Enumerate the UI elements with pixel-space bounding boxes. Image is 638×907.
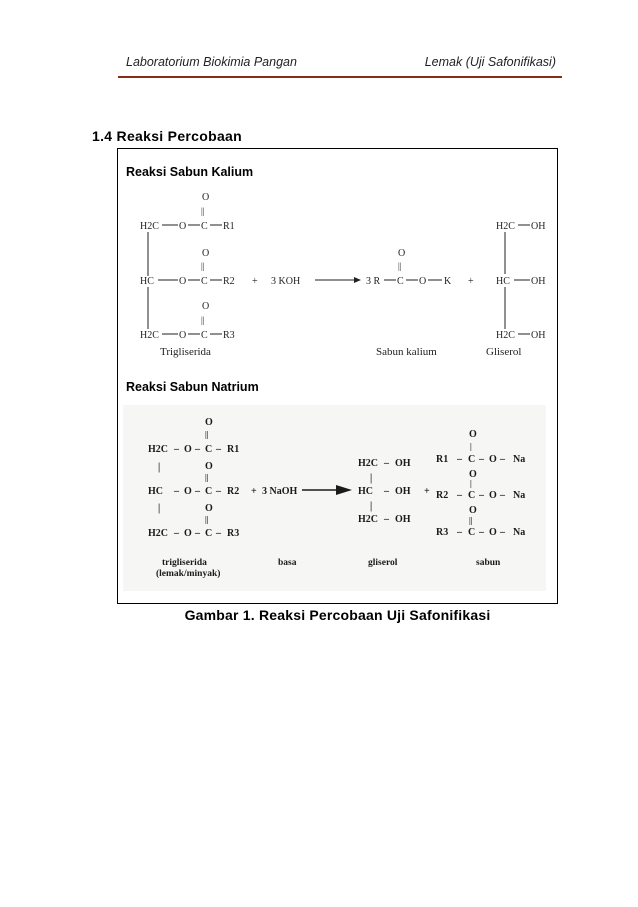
n-c-1: C bbox=[205, 444, 213, 455]
n-reagent: 3 NaOH bbox=[262, 486, 298, 497]
k-o-top-1: O bbox=[202, 192, 210, 203]
k-soap-o: O bbox=[419, 276, 427, 287]
k-gly-h2c-1: H2C bbox=[496, 221, 515, 232]
figure-box bbox=[117, 148, 558, 604]
reaction-natrium-diagram bbox=[118, 405, 559, 595]
k-c-2: C bbox=[201, 276, 208, 287]
reaction-kalium-diagram bbox=[118, 189, 559, 389]
n-dash-1c: – bbox=[216, 444, 221, 455]
k-gly-h2c-3: H2C bbox=[496, 330, 515, 341]
k-label-gliserol: Gliserol bbox=[486, 346, 522, 358]
k-label-trigliserida: Trigliserida bbox=[160, 346, 211, 358]
k-o-ester-1: O bbox=[179, 221, 187, 232]
n-dash-2c: – bbox=[216, 486, 221, 497]
n-soap-dash-2b: – bbox=[479, 490, 484, 501]
k-reaction-arrow bbox=[354, 277, 361, 283]
n-r3: R3 bbox=[227, 528, 240, 539]
n-gly-oh-2: OH bbox=[395, 486, 411, 497]
n-soap-c-1: C bbox=[468, 454, 476, 465]
n-o-3: O bbox=[184, 528, 192, 539]
n-label-gliserol: gliserol bbox=[368, 558, 398, 568]
n-soap-r2: R2 bbox=[436, 490, 449, 501]
k-gly-oh-2: OH bbox=[531, 276, 546, 287]
n-soap-o-top-1: O bbox=[469, 429, 477, 440]
n-soap-dash-3b: – bbox=[479, 527, 484, 538]
k-o-ester-2: O bbox=[179, 276, 187, 287]
n-soap-o-top-3: O bbox=[469, 505, 477, 516]
k-r1: R1 bbox=[223, 221, 235, 232]
n-gly-vbond-1: | bbox=[370, 473, 373, 484]
n-h2c-1: H2C bbox=[148, 444, 168, 455]
k-reagent: 3 KOH bbox=[271, 276, 301, 287]
k-soap-double-bond: || bbox=[398, 261, 402, 271]
reaction-kalium-title: Reaksi Sabun Kalium bbox=[126, 165, 254, 179]
n-soap-o-1: O bbox=[489, 454, 497, 465]
n-soap-o-2: O bbox=[489, 490, 497, 501]
k-hc: HC bbox=[140, 276, 154, 287]
n-soap-vb-1: | bbox=[470, 442, 472, 451]
n-gly-h2c-1: H2C bbox=[358, 458, 378, 469]
n-soap-o-3: O bbox=[489, 527, 497, 538]
n-o-1: O bbox=[184, 444, 192, 455]
n-vbond-1: | bbox=[158, 462, 161, 473]
n-c-3: C bbox=[205, 528, 213, 539]
k-o-top-2: O bbox=[202, 248, 210, 259]
n-double-2: || bbox=[205, 473, 209, 482]
n-soap-dash-1b: – bbox=[479, 454, 484, 465]
n-soap-na-1: Na bbox=[513, 454, 526, 465]
n-gly-dash-1: – bbox=[384, 458, 389, 469]
k-soap-k: K bbox=[444, 276, 452, 287]
figure-caption: Gambar 1. Reaksi Percobaan Uji Safonifikasi bbox=[184, 607, 491, 623]
n-dash-3b: – bbox=[195, 528, 200, 539]
k-label-sabun: Sabun kalium bbox=[376, 346, 437, 358]
n-hc: HC bbox=[148, 486, 163, 497]
n-plus-2: + bbox=[424, 486, 430, 497]
k-plus-1: + bbox=[252, 276, 258, 287]
n-gly-h2c-3: H2C bbox=[358, 514, 378, 525]
n-soap-c-3: C bbox=[468, 527, 476, 538]
n-gly-oh-3: OH bbox=[395, 514, 411, 525]
n-dash-1a: – bbox=[174, 444, 179, 455]
k-double-bond-3: || bbox=[201, 315, 205, 325]
section-title: 1.4 Reaksi Percobaan bbox=[92, 128, 242, 144]
n-soap-double-3: || bbox=[469, 516, 473, 525]
n-gly-vbond-2: | bbox=[370, 501, 373, 512]
k-c-1: C bbox=[201, 221, 208, 232]
k-o-top-3: O bbox=[202, 301, 210, 312]
k-r2: R2 bbox=[223, 276, 235, 287]
k-gly-oh-3: OH bbox=[531, 330, 546, 341]
n-soap-dash-1a: – bbox=[457, 454, 462, 465]
n-label-sabun: sabun bbox=[476, 558, 501, 568]
n-gly-hc: HC bbox=[358, 486, 373, 497]
n-c-2: C bbox=[205, 486, 213, 497]
n-gly-dash-2: – bbox=[384, 486, 389, 497]
n-dash-3a: – bbox=[174, 528, 179, 539]
k-gly-hc: HC bbox=[496, 276, 510, 287]
k-r3: R3 bbox=[223, 330, 235, 341]
n-soap-r3: R3 bbox=[436, 527, 449, 538]
n-r1: R1 bbox=[227, 444, 240, 455]
n-o-top-3: O bbox=[205, 503, 213, 514]
n-soap-dash-3a: – bbox=[457, 527, 462, 538]
k-soap-r: 3 R bbox=[366, 276, 381, 287]
page-header bbox=[118, 50, 562, 78]
n-dash-3c: – bbox=[216, 528, 221, 539]
n-soap-na-2: Na bbox=[513, 490, 526, 501]
n-soap-r1: R1 bbox=[436, 454, 449, 465]
reaction-natrium-title: Reaksi Sabun Natrium bbox=[126, 380, 259, 394]
k-gly-oh-1: OH bbox=[531, 221, 546, 232]
n-label-basa: basa bbox=[278, 558, 297, 568]
n-gly-oh-1: OH bbox=[395, 458, 411, 469]
k-c-3: C bbox=[201, 330, 208, 341]
header-rule bbox=[118, 76, 562, 78]
n-o-top-1: O bbox=[205, 417, 213, 428]
n-soap-o-top-2: O bbox=[469, 469, 477, 480]
n-vbond-2: | bbox=[158, 503, 161, 514]
n-double-1: || bbox=[205, 430, 209, 439]
k-soap-o-top: O bbox=[398, 248, 406, 259]
header-left-text: Laboratorium Biokimia Pangan bbox=[126, 55, 297, 69]
n-soap-dash-3c: – bbox=[500, 527, 505, 538]
n-soap-dash-2c: – bbox=[500, 490, 505, 501]
n-soap-dash-1c: – bbox=[500, 454, 505, 465]
header-right-text: Lemak (Uji Safonifikasi) bbox=[424, 55, 556, 69]
n-plus-1: + bbox=[251, 486, 257, 497]
n-soap-na-3: Na bbox=[513, 527, 526, 538]
n-label-trigliserida: trigliserida bbox=[162, 558, 207, 568]
n-soap-vb-2: | bbox=[470, 479, 472, 488]
k-o-ester-3: O bbox=[179, 330, 187, 341]
n-label-trigliserida-2: (lemak/minyak) bbox=[156, 569, 221, 579]
n-r2: R2 bbox=[227, 486, 240, 497]
k-double-bond-1: || bbox=[201, 206, 205, 216]
n-soap-dash-2a: – bbox=[457, 490, 462, 501]
n-gly-dash-3: – bbox=[384, 514, 389, 525]
k-soap-c: C bbox=[397, 276, 404, 287]
n-o-2: O bbox=[184, 486, 192, 497]
k-h2c-1: H2C bbox=[140, 221, 159, 232]
n-o-top-2: O bbox=[205, 461, 213, 472]
n-double-3: || bbox=[205, 515, 209, 524]
n-dash-2b: – bbox=[195, 486, 200, 497]
k-plus-2: + bbox=[468, 276, 474, 287]
n-dash-2a: – bbox=[174, 486, 179, 497]
n-h2c-3: H2C bbox=[148, 528, 168, 539]
k-double-bond-2: || bbox=[201, 261, 205, 271]
n-dash-1b: – bbox=[195, 444, 200, 455]
k-h2c-3: H2C bbox=[140, 330, 159, 341]
n-soap-c-2: C bbox=[468, 490, 476, 501]
